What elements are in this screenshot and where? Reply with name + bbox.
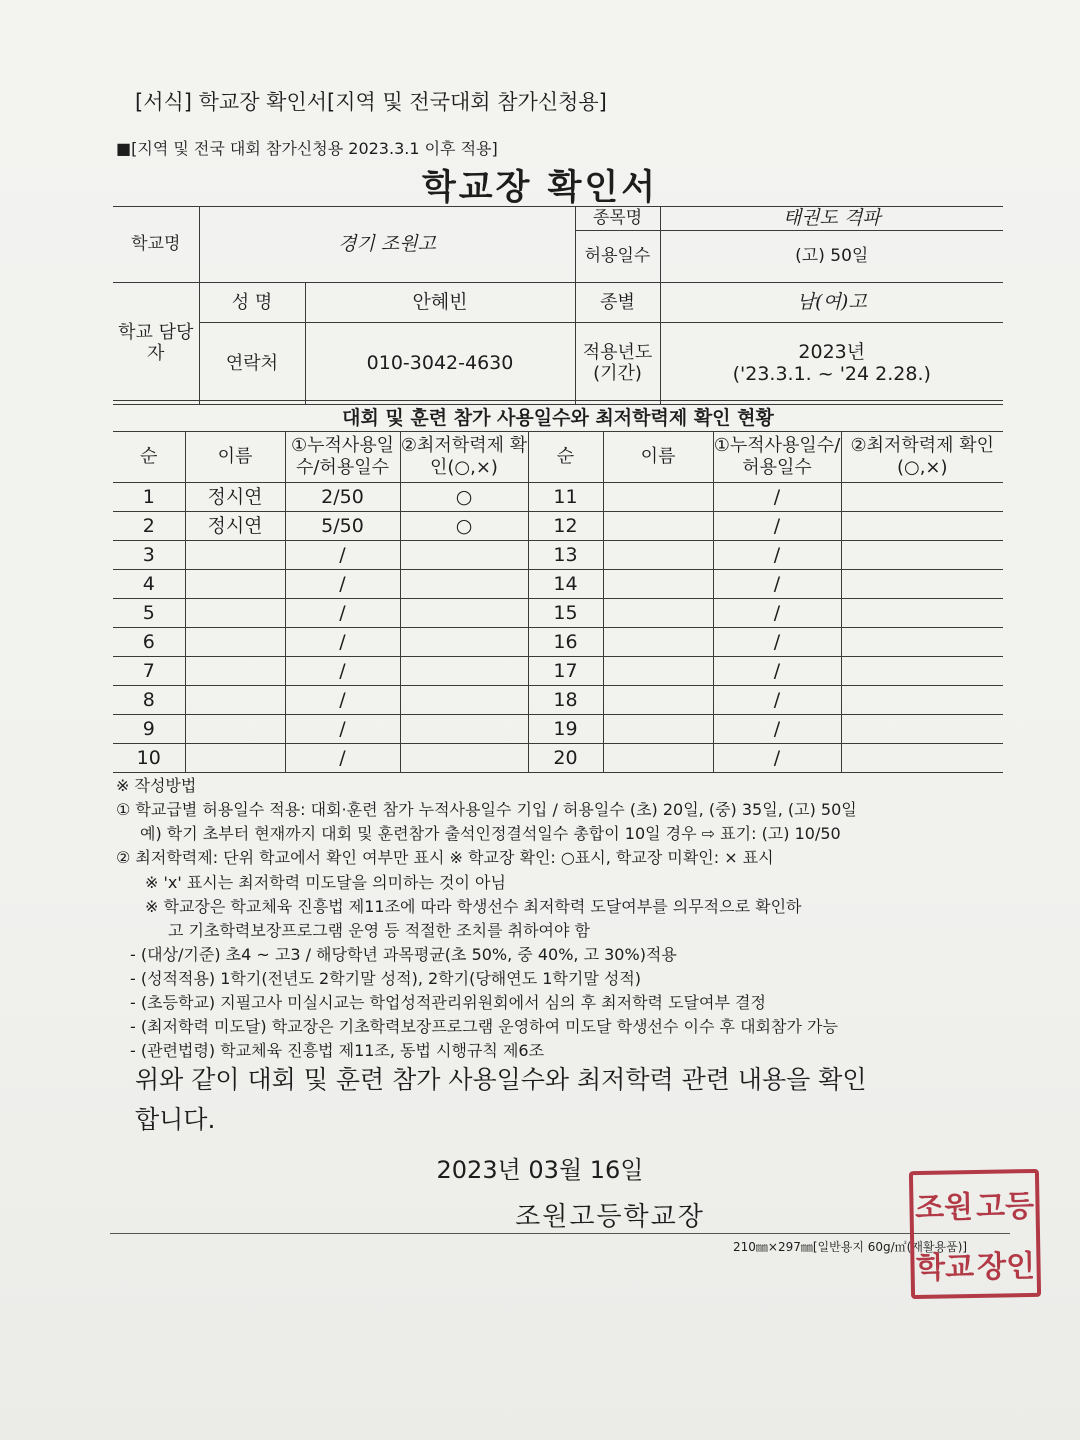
- right-name-cell: [603, 599, 713, 628]
- staff-label: 학교 담당자: [113, 282, 199, 404]
- gender-label: 종별: [575, 282, 660, 322]
- header-no-right: 순: [528, 432, 603, 483]
- right-name-cell: [603, 744, 713, 773]
- left-no-cell: 2: [113, 512, 185, 541]
- header-check: ②최저학력제 확인(○,×): [400, 432, 528, 483]
- left-no-cell: 8: [113, 686, 185, 715]
- left-name-cell: [185, 715, 285, 744]
- left-name-cell: 정시연: [185, 512, 285, 541]
- right-name-cell: [603, 628, 713, 657]
- left-days-cell: /: [285, 541, 400, 570]
- allowed-days-label: 허용일수: [575, 230, 660, 282]
- gender-value: 남(여)고: [660, 282, 1003, 322]
- event-value: 태권도 격파: [660, 207, 1003, 231]
- usage-row: [113, 657, 1003, 686]
- right-name-cell: [603, 715, 713, 744]
- left-no-cell: 4: [113, 570, 185, 599]
- seal-char: 조원: [914, 1190, 974, 1227]
- guide-line: - (관련법령) 학교체육 진흥법 제11조, 동법 시행규칙 제6조: [130, 1041, 545, 1060]
- left-check-cell: [400, 541, 528, 570]
- right-days-cell: /: [713, 686, 841, 715]
- closing-statement-end: 합니다.: [135, 1105, 216, 1134]
- guide-line: - (성적적용) 1학기(전년도 2학기말 성적), 2학기(당해연도 1학기말 성적): [130, 969, 642, 988]
- guide-line: 고 기초학력보장프로그램 운영 등 적절한 조치를 취하여야 함: [168, 921, 591, 940]
- right-name-cell: [603, 541, 713, 570]
- left-days-cell: /: [285, 686, 400, 715]
- school-value: 경기 조원고: [199, 207, 575, 283]
- left-days-cell: /: [285, 744, 400, 773]
- usage-row: [113, 686, 1003, 715]
- guide-line: ※ 학교장은 학교체육 진흥법 제11조에 따라 학생선수 최저학력 도달여부를 의무적으로 확인하: [145, 897, 802, 916]
- left-days-cell: /: [285, 599, 400, 628]
- year-value: 2023년: [798, 340, 866, 363]
- right-days-cell: /: [713, 744, 841, 773]
- right-days-cell: /: [713, 628, 841, 657]
- right-days-cell: /: [713, 512, 841, 541]
- right-name-cell: [603, 483, 713, 512]
- usage-table: [113, 431, 1003, 773]
- right-days-cell: /: [713, 541, 841, 570]
- right-name-cell: [603, 657, 713, 686]
- guide-line: - (최저학력 미도달) 학교장은 기초학력보장프로그램 운영하여 미도달 학생선수 이수 후 대회참가 가능: [130, 1017, 838, 1036]
- left-days-cell: /: [285, 628, 400, 657]
- year-label: 적용년도 (기간): [575, 322, 660, 404]
- left-no-cell: 7: [113, 657, 185, 686]
- header-name: 이름: [185, 432, 285, 483]
- left-name-cell: [185, 570, 285, 599]
- left-no-cell: 1: [113, 483, 185, 512]
- guide-line: ② 최저학력제: 단위 학교에서 확인 여부만 표시 ※ 학교장 확인: ○표시, 학교장 미확인: × 표시: [116, 848, 774, 867]
- left-check-cell: [400, 628, 528, 657]
- left-days-cell: /: [285, 570, 400, 599]
- left-name-cell: [185, 686, 285, 715]
- form-note: ■[지역 및 전국 대회 참가신청용 2023.3.1 이후 적용]: [116, 139, 498, 158]
- usage-row: [113, 744, 1003, 773]
- left-no-cell: 5: [113, 599, 185, 628]
- right-no-cell: 17: [528, 657, 603, 686]
- header-days-right: ①누적사용일수/허용일수: [713, 432, 841, 483]
- info-table: [113, 206, 1003, 405]
- right-check-cell: [841, 541, 1003, 570]
- guide-line: ① 학교급별 허용일수 적용: 대회·훈련 참가 누적사용일수 기입 / 허용일수 (초) 20일, (중) 35일, (고) 50일: [116, 800, 857, 819]
- school-label: 학교명: [113, 207, 199, 283]
- usage-row: [113, 483, 1003, 512]
- closing-statement: 위와 같이 대회 및 훈련 참가 사용일수와 최저학력 관련 내용을 확인: [135, 1065, 867, 1094]
- right-check-cell: [841, 715, 1003, 744]
- right-no-cell: 18: [528, 686, 603, 715]
- right-name-cell: [603, 570, 713, 599]
- left-days-cell: 2/50: [285, 483, 400, 512]
- right-check-cell: [841, 599, 1003, 628]
- left-name-cell: 정시연: [185, 483, 285, 512]
- left-no-cell: 6: [113, 628, 185, 657]
- allowed-days-value: (고) 50일: [660, 230, 1003, 282]
- period-value: ('23.3.1. ~ '24 2.28.): [732, 363, 931, 386]
- left-check-cell: [400, 599, 528, 628]
- right-check-cell: [841, 570, 1003, 599]
- paper-size-note: 210㎜×297㎜[일반용지 60g/㎡(재활용품)]: [733, 1240, 968, 1254]
- name-label: 성 명: [199, 282, 305, 322]
- left-no-cell: 3: [113, 541, 185, 570]
- left-name-cell: [185, 744, 285, 773]
- left-name-cell: [185, 541, 285, 570]
- right-no-cell: 19: [528, 715, 603, 744]
- left-check-cell: [400, 570, 528, 599]
- right-no-cell: 15: [528, 599, 603, 628]
- header-days: ①누적사용일수/허용일수: [285, 432, 400, 483]
- left-name-cell: [185, 657, 285, 686]
- right-check-cell: [841, 628, 1003, 657]
- left-name-cell: [185, 628, 285, 657]
- left-check-cell: [400, 657, 528, 686]
- left-no-cell: 10: [113, 744, 185, 773]
- guide-line: - (대상/기준) 초4 ~ 고3 / 해당학년 과목평균(초 50%, 중 40%, 고 30%)적용: [130, 945, 677, 964]
- usage-row: [113, 628, 1003, 657]
- right-check-cell: [841, 483, 1003, 512]
- usage-row: [113, 715, 1003, 744]
- guide-line: 예) 학기 초부터 현재까지 대회 및 훈련참가 출석인정결석일수 총합이 10일 경우 ⇨ 표기: (고) 10/50: [140, 824, 841, 843]
- right-days-cell: /: [713, 570, 841, 599]
- name-value: 안혜빈: [305, 282, 575, 322]
- usage-row: [113, 512, 1003, 541]
- right-no-cell: 20: [528, 744, 603, 773]
- right-days-cell: /: [713, 657, 841, 686]
- right-check-cell: [841, 512, 1003, 541]
- usage-rows: [113, 483, 1003, 773]
- right-days-cell: /: [713, 715, 841, 744]
- right-no-cell: 14: [528, 570, 603, 599]
- right-no-cell: 11: [528, 483, 603, 512]
- right-days-cell: /: [713, 599, 841, 628]
- school-seal-stamp: [909, 1169, 1041, 1299]
- year-period-cell: [660, 322, 1003, 404]
- issue-date: 2023년 03월 16일: [436, 1156, 644, 1184]
- right-check-cell: [841, 744, 1003, 773]
- left-name-cell: [185, 599, 285, 628]
- usage-section-title: 대회 및 훈련 참가 사용일수와 최저학력제 확인 현황: [113, 400, 1003, 430]
- left-days-cell: 5/50: [285, 512, 400, 541]
- right-check-cell: [841, 686, 1003, 715]
- seal-char: 장인: [976, 1248, 1036, 1285]
- guide-line: ※ 'x' 표시는 최저학력 미도달을 의미하는 것이 아님: [145, 873, 506, 892]
- principal-name: 조원고등학교장: [515, 1202, 705, 1232]
- right-no-cell: 12: [528, 512, 603, 541]
- usage-row: [113, 541, 1003, 570]
- right-days-cell: /: [713, 483, 841, 512]
- form-label: [서식] 학교장 확인서[지역 및 전국대회 참가신청용]: [135, 90, 607, 114]
- guide-line: - (초등학교) 지필고사 미실시교는 학업성적관리위원회에서 심의 후 최저학력 도달여부 결정: [130, 993, 766, 1012]
- left-check-cell: ○: [400, 512, 528, 541]
- header-no: 순: [113, 432, 185, 483]
- usage-row: [113, 570, 1003, 599]
- right-check-cell: [841, 657, 1003, 686]
- usage-header-row: [113, 432, 1003, 483]
- contact-value: 010-3042-4630: [305, 322, 575, 404]
- document-title: 학교장 확인서: [421, 168, 659, 208]
- left-check-cell: ○: [400, 483, 528, 512]
- right-name-cell: [603, 686, 713, 715]
- left-check-cell: [400, 744, 528, 773]
- usage-row: [113, 599, 1003, 628]
- guide-heading: ※ 작성방법: [116, 776, 197, 795]
- left-no-cell: 9: [113, 715, 185, 744]
- left-check-cell: [400, 686, 528, 715]
- header-check-right: ②최저학력제 확인(○,×): [841, 432, 1003, 483]
- event-label: 종목명: [575, 207, 660, 231]
- left-check-cell: [400, 715, 528, 744]
- header-name-right: 이름: [603, 432, 713, 483]
- footer-divider: [110, 1233, 1010, 1234]
- left-days-cell: /: [285, 657, 400, 686]
- right-no-cell: 13: [528, 541, 603, 570]
- right-name-cell: [603, 512, 713, 541]
- contact-label: 연락처: [199, 322, 305, 404]
- seal-char: 고등: [975, 1188, 1035, 1225]
- seal-char: 학교: [915, 1250, 975, 1287]
- left-days-cell: /: [285, 715, 400, 744]
- right-no-cell: 16: [528, 628, 603, 657]
